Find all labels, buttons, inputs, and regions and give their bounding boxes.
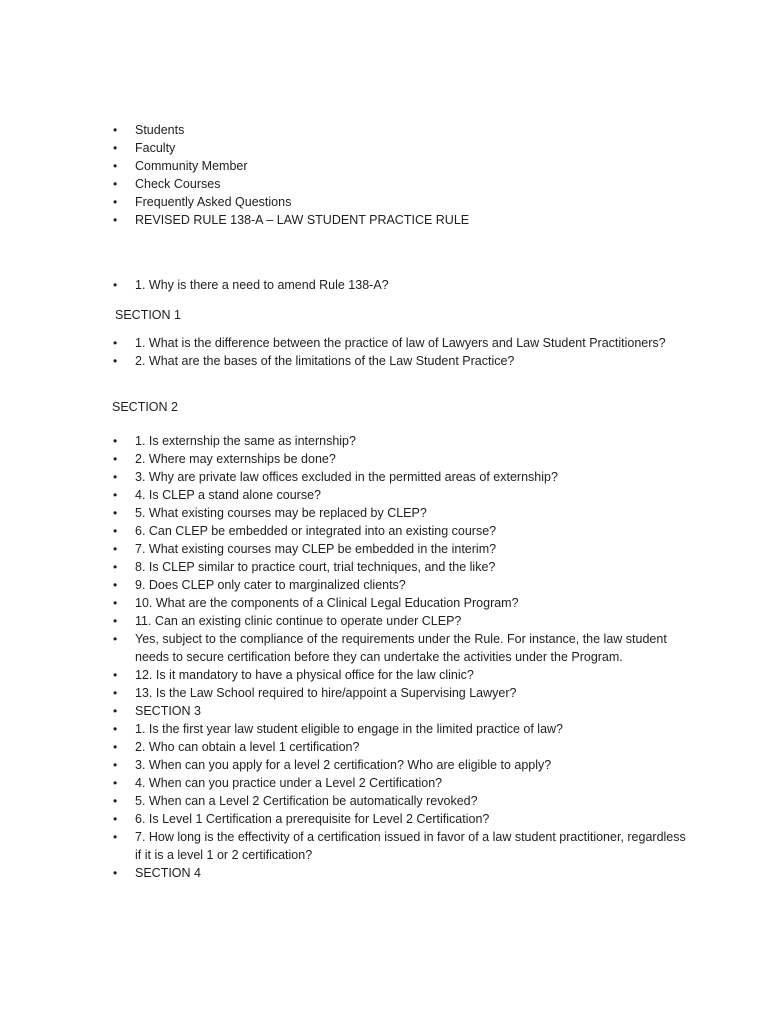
bullet-icon: • (113, 434, 118, 448)
section-2-question-list (113, 432, 693, 882)
question-item[interactable] (113, 540, 693, 558)
question-item[interactable] (113, 558, 693, 576)
question-text[interactable]: 12. Is it mandatory to have a physical office for the law clinic? (135, 668, 474, 682)
question-text[interactable]: 6. Is Level 1 Certification a prerequisite for Level 2 Certification? (135, 812, 490, 826)
nav-link-students[interactable]: Students (135, 123, 185, 137)
bullet-icon: • (113, 596, 118, 610)
section-3-heading: SECTION 3 (135, 704, 201, 718)
bullet-icon: • (113, 542, 118, 556)
question-text[interactable]: 7. What existing courses may CLEP be embedded in the interim? (135, 542, 497, 556)
bullet-icon: • (113, 578, 118, 592)
question-text[interactable]: 2. Who can obtain a level 1 certification? (135, 740, 360, 754)
question-item[interactable] (113, 738, 693, 756)
question-text[interactable]: 8. Is CLEP similar to practice court, trial techniques, and the like? (135, 560, 496, 574)
question-item[interactable] (113, 576, 693, 594)
question-item[interactable] (113, 774, 693, 792)
question-item[interactable] (113, 486, 693, 504)
question-item[interactable] (113, 352, 693, 370)
section-4-heading: SECTION 4 (135, 866, 201, 880)
question-text[interactable]: 5. What existing courses may be replaced by CLEP? (135, 506, 427, 520)
question-text[interactable]: 1. Is the first year law student eligible to engage in the limited practice of law? (135, 722, 564, 736)
bullet-icon: • (113, 177, 118, 191)
bullet-icon: • (113, 740, 118, 754)
list-item[interactable] (113, 157, 693, 175)
bullet-icon: • (113, 123, 118, 137)
question-text[interactable]: 1. Is externship the same as internship? (135, 434, 356, 448)
question-item[interactable] (113, 594, 693, 612)
question-item[interactable] (113, 334, 693, 352)
answer-text: Yes, subject to the compliance of the requirements under the Rule. For instance, the law student needs to secure certification before they can undertake the activities under the Program. (135, 632, 667, 664)
bullet-icon: • (113, 506, 118, 520)
question-item[interactable] (113, 432, 693, 450)
bullet-icon: • (113, 686, 118, 700)
question-item[interactable] (113, 450, 693, 468)
question-text[interactable]: 2. What are the bases of the limitations of the Law Student Practice? (135, 354, 515, 368)
bullet-icon: • (113, 704, 118, 718)
section-2-heading: SECTION 2 (112, 400, 178, 414)
bullet-icon: • (113, 560, 118, 574)
nav-link-faculty[interactable]: Faculty (135, 141, 176, 155)
bullet-icon: • (113, 632, 118, 646)
nav-link-check-courses[interactable]: Check Courses (135, 177, 221, 191)
bullet-icon: • (113, 213, 118, 227)
list-item[interactable] (113, 193, 693, 211)
list-item[interactable] (113, 175, 693, 193)
nav-link-list (113, 121, 693, 229)
question-item[interactable] (113, 720, 693, 738)
answer-item (113, 630, 693, 666)
bullet-icon: • (113, 141, 118, 155)
question-item[interactable] (113, 810, 693, 828)
bullet-icon: • (113, 794, 118, 808)
section-3-heading-item (113, 702, 693, 720)
question-text[interactable]: 3. Why are private law offices excluded in the permitted areas of externship? (135, 470, 558, 484)
question-text[interactable]: 5. When can a Level 2 Certification be automatically revoked? (135, 794, 478, 808)
question-item[interactable] (113, 756, 693, 774)
question-text[interactable]: 13. Is the Law School required to hire/appoint a Supervising Lawyer? (135, 686, 517, 700)
bullet-icon: • (113, 776, 118, 790)
section-4-heading-item (113, 864, 693, 882)
bullet-icon: • (113, 488, 118, 502)
question-text[interactable]: 10. What are the components of a Clinical Legal Education Program? (135, 596, 519, 610)
question-text[interactable]: 11. Can an existing clinic continue to operate under CLEP? (135, 614, 462, 628)
question-item[interactable] (113, 522, 693, 540)
question-text[interactable]: 4. When can you practice under a Level 2 Certification? (135, 776, 443, 790)
bullet-icon: • (113, 866, 118, 880)
bullet-icon: • (113, 614, 118, 628)
question-text[interactable]: 4. Is CLEP a stand alone course? (135, 488, 321, 502)
bullet-icon: • (113, 195, 118, 209)
question-text[interactable]: 3. When can you apply for a level 2 certification? Who are eligible to apply? (135, 758, 552, 772)
nav-link-revised-rule[interactable]: REVISED RULE 138-A – LAW STUDENT PRACTICE RULE (135, 213, 470, 227)
question-item[interactable] (113, 684, 693, 702)
question-item[interactable] (113, 792, 693, 810)
bullet-icon: • (113, 524, 118, 538)
question-item[interactable] (113, 468, 693, 486)
question-item[interactable] (113, 504, 693, 522)
bullet-icon: • (113, 278, 118, 292)
question-item[interactable] (113, 276, 693, 294)
bullet-icon: • (113, 668, 118, 682)
bullet-icon: • (113, 812, 118, 826)
question-text[interactable]: 9. Does CLEP only cater to marginalized clients? (135, 578, 406, 592)
list-item[interactable] (113, 121, 693, 139)
bullet-icon: • (113, 354, 118, 368)
question-text[interactable]: 7. How long is the effectivity of a certification issued in favor of a law student practitioner, regardless if it is a level 1 or 2 certification? (135, 830, 686, 862)
bullet-icon: • (113, 470, 118, 484)
question-item[interactable] (113, 612, 693, 630)
bullet-icon: • (113, 830, 118, 844)
question-text[interactable]: 1. What is the difference between the practice of law of Lawyers and Law Student Practitioners? (135, 336, 666, 350)
bullet-icon: • (113, 722, 118, 736)
intro-question-list (113, 276, 693, 294)
list-item[interactable] (113, 211, 693, 229)
list-item[interactable] (113, 139, 693, 157)
nav-link-faq[interactable]: Frequently Asked Questions (135, 195, 292, 209)
bullet-icon: • (113, 452, 118, 466)
bullet-icon: • (113, 758, 118, 772)
section-1-question-list (113, 334, 693, 370)
nav-link-community-member[interactable]: Community Member (135, 159, 248, 173)
question-item[interactable] (113, 666, 693, 684)
bullet-icon: • (113, 159, 118, 173)
bullet-icon: • (113, 336, 118, 350)
section-1-heading: SECTION 1 (115, 308, 181, 322)
question-item[interactable] (113, 828, 693, 864)
question-text[interactable]: 2. Where may externships be done? (135, 452, 336, 466)
question-text[interactable]: 1. Why is there a need to amend Rule 138-A? (135, 278, 389, 292)
question-text[interactable]: 6. Can CLEP be embedded or integrated into an existing course? (135, 524, 497, 538)
